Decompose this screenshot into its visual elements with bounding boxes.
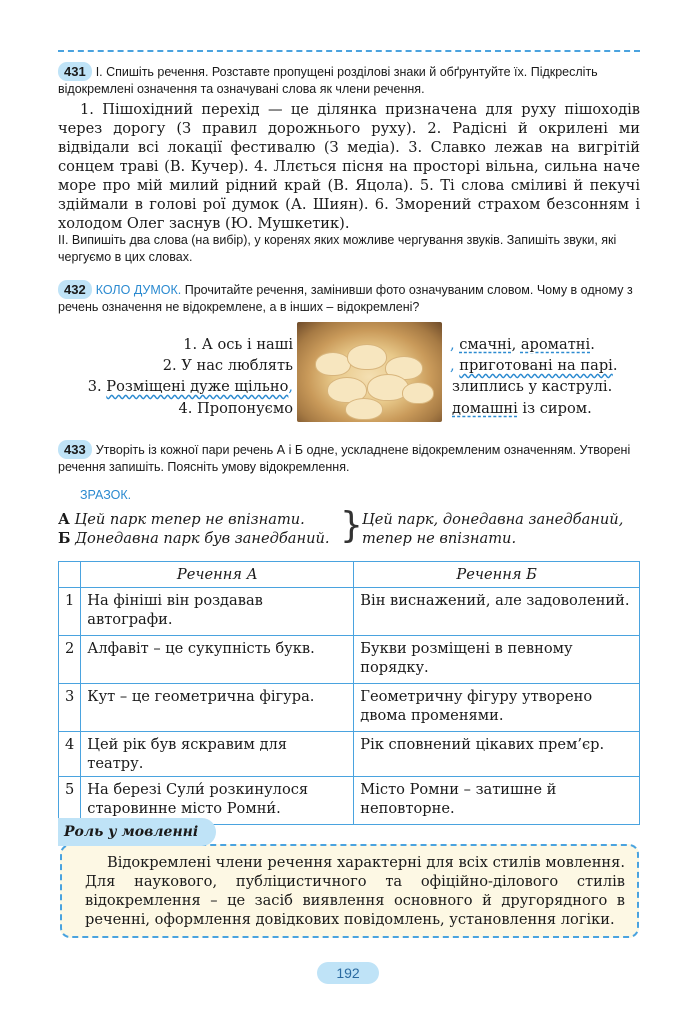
exercise-431-task-2: II. Випишіть два слова (на вибір), у коренях яких можливе чергування звуків. Запишіть звуки, які чергуємо в цих словах. [58,233,617,264]
sentence-2-left: 2. У нас люблять [162,357,293,374]
sample-result: Цей парк, донедавна занедбаний, тепер не впізнати. [362,511,624,547]
table-row: 1 На фініші він роздавав автографи. Він виснажений, але задоволений. [59,588,640,636]
header-b: Речення Б [354,562,640,588]
sentence-pairs-table [58,561,640,825]
brace: } [340,505,363,546]
sentence-3-left: 3. Розміщені дуже щільно, [87,378,293,395]
role-text: Відокремлені члени речення характерні для всіх стилів мовлення. Для наукового, публіцистичного та офіційно-ділового стилів відокремлення – це засіб виявлення основного й другорядного в реченні, оформлення довідкових повідомлень, установлення логіки. [85,854,625,928]
sample-sentences: А Цей парк тепер не впізнати. Б Донедавна парк був занедбаний. [58,511,330,547]
sentence-1-left: 1. А ось і наші [183,336,293,353]
sentence-4-left: 4. Пропонуємо [178,400,293,417]
section-heading: КОЛО ДУМОК. [95,283,182,297]
role-title: Роль у мовленні [58,818,216,846]
exercise-number-badge: 433 [58,440,92,459]
sentence-3-right: злиплись у каструлі. [452,378,613,395]
table-row: 2 Алфавіт – це сукупність букв. Букви розміщені в певному порядку. [59,636,640,684]
header-a: Речення А [81,562,354,588]
sentence-2-right: , приготовані на парі. [450,357,618,374]
exercise-number-badge: 432 [58,280,92,299]
exercise-432-task: 432 КОЛО ДУМОК. Прочитайте речення, замінивши фото означуваним словом. Чому в одному з речень означення не відокремлене, а в інших – відокремлені? [58,282,633,314]
table-row: 4 Цей рік був яскравим для театру. Рік сповнений цікавих прем’єр. [59,732,640,777]
page-number: 192 [317,962,379,984]
exercise-433-task: 433 Утворіть із кожної пари речень А і Б одне, ускладнене відокремленим означенням. Утворені речення запишіть. Поясніть умову відокремлення. [58,442,631,474]
table-row: 5 На березі Сули́ розкинулося старовинне місто Ромни́. Місто Ромни – затишне й неповторне. [59,777,640,825]
sample-label: ЗРАЗОК. [80,488,132,502]
exercise-number-badge: 431 [58,62,92,81]
sentence-1-right: , смачні, ароматні. [450,336,595,353]
exercise-431-text: 1. Пішохідний перехід — це ділянка призначена для руху пішоходів через дорогу (З правил дорожнього руху). 2. Радісні й окрилені ми відвідали всі локації фестивалю (З медіа). 3. Славко лежав на вигрітій сонцем траві (В. Кучер). 4. Ллється пісня на просторі вільна, сильна наче море про мій милий рідний край (В. Яцола). 5. Ті слова сміливі й пекучі здіймали в голові рої думок (А. Шиян). 6. Зморений страхом безсонням і холодом Олег заснув (Ю. Мушкетик). [58,101,640,232]
top-dashed-divider [58,50,640,52]
sentence-4-right: домашні із сиром. [452,400,592,417]
dumplings-photo [297,322,442,422]
table-row: 3 Кут – це геометрична фігура. Геометричну фігуру утворено двома променями. [59,684,640,732]
exercise-431-task: 431 I. Спишіть речення. Розставте пропущені розділові знаки й обґрунтуйте їх. Підкресліть відокремлені означення та означувані слова як члени речення. [58,64,598,96]
